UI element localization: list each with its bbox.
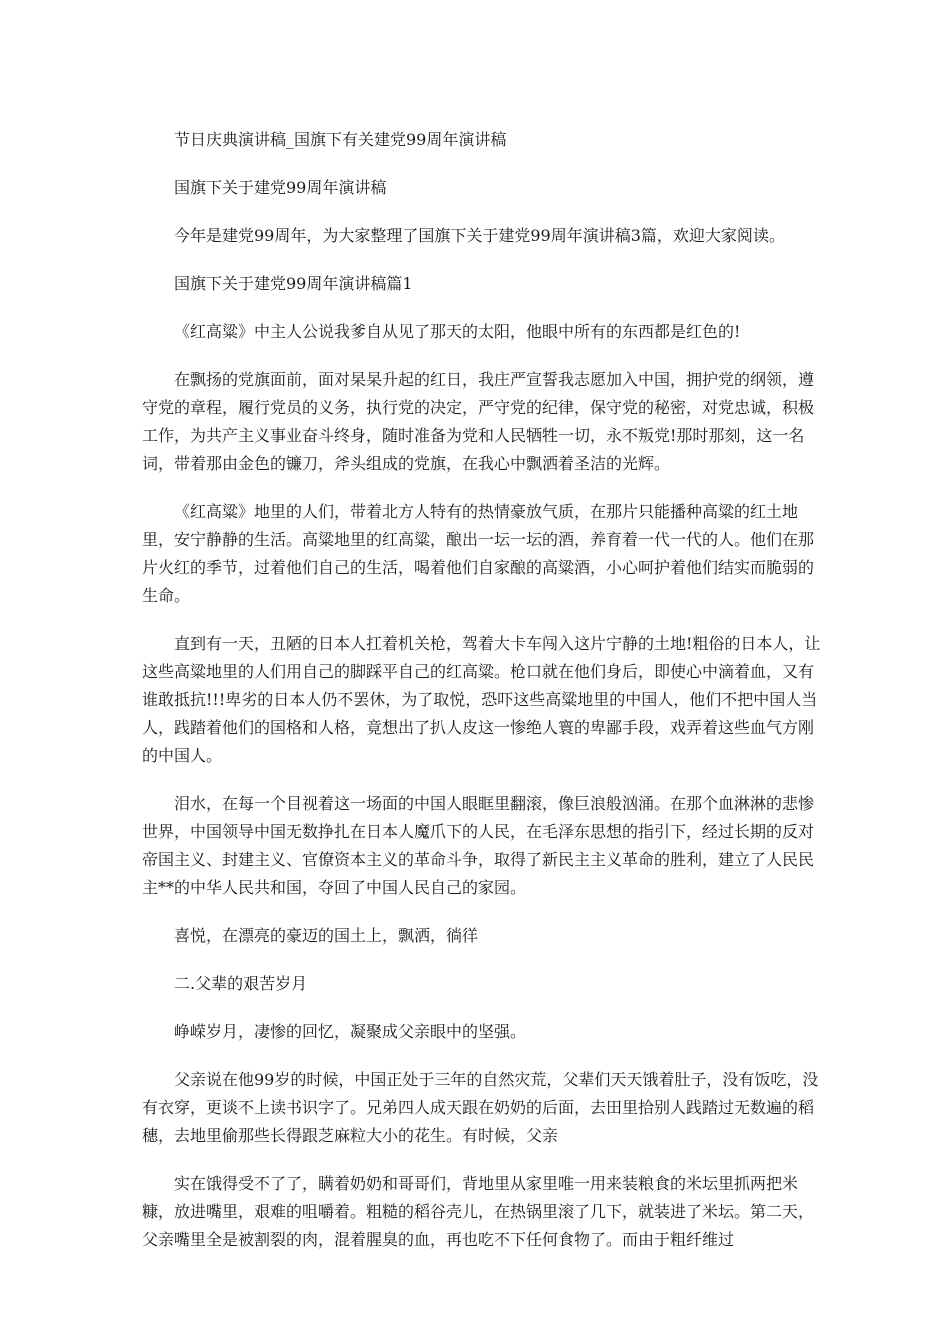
document-body xyxy=(142,126,822,1274)
section-heading: 国旗下关于建党99周年演讲稿篇1 xyxy=(174,274,413,293)
body-paragraph: 实在饿得受不了了，瞒着奶奶和哥哥们，背地里从家里唯一用来装粮食的米坛里抓两把米糠，放进嘴里，艰难的咀嚼着。粗糙的稻谷壳儿，在热锅里滚了几下，就装进了米坛。第二天，父亲嘴里全是被割裂的肉，混着腥臭的血，再也吃不下任何食物了。而由于粗纤维过 xyxy=(142,1174,815,1249)
intro-paragraph: 今年是建党99周年，为大家整理了国旗下关于建党99周年演讲稿3篇，欢迎大家阅读。 xyxy=(174,226,785,245)
body-paragraph: 《红高粱》地里的人们，带着北方人特有的热情豪放气质，在那片只能播种高粱的红土地里，安宁静静的生活。高粱地里的红高粱，酿出一坛一坛的酒，养育着一代一代的人。他们在那片火红的季节，过着他们自己的生活，喝着他们自家酿的高粱酒，小心呵护着他们结实而脆弱的生命。 xyxy=(142,502,815,605)
subsection-heading: 二.父辈的艰苦岁月 xyxy=(174,974,308,993)
body-paragraph: 《红高粱》中主人公说我爹自从见了那天的太阳，他眼中所有的东西都是红色的! xyxy=(174,322,741,341)
body-paragraph: 泪水，在每一个目视着这一场面的中国人眼眶里翻滚，像巨浪般汹涌。在那个血淋淋的悲惨世界，中国领导中国无数挣扎在日本人魔爪下的人民，在毛泽东思想的指引下，经过长期的反对帝国主义、封建主义、官僚资本主义的革命斗争，取得了新民主主义革命的胜利，建立了人民民主**的中华人民共和国，夺回了中国人民自己的家园。 xyxy=(142,794,815,897)
body-paragraph: 在飘扬的党旗面前，面对杲杲升起的红日，我庄严宣誓我志愿加入中国，拥护党的纲领，遵守党的章程，履行党员的义务，执行党的决定，严守党的纪律，保守党的秘密，对党忠诚，积极工作，为共产主义事业奋斗终身，随时准备为党和人民牺牲一切，永不叛党!那时那刻，这一名词，带着那由金色的镰刀，斧头组成的党旗，在我心中飘洒着圣洁的光辉。 xyxy=(142,370,815,473)
body-paragraph: 直到有一天，丑陋的日本人扛着机关枪，驾着大卡车闯入这片宁静的土地!粗俗的日本人，让这些高粱地里的人们用自己的脚踩平自己的红高粱。枪口就在他们身后，即使心中滴着血，又有谁敢抵抗!!!卑劣的日本人仍不罢休，为了取悦，恐吓这些高粱地里的中国人，他们不把中国人当人，践踏着他们的国格和人格，竟想出了扒人皮这一惨绝人寰的卑鄙手段，戏弄着这些血气方刚的中国人。 xyxy=(142,634,821,765)
body-paragraph: 峥嵘岁月，凄惨的回忆，凝聚成父亲眼中的坚强。 xyxy=(174,1022,527,1041)
body-paragraph: 父亲说在他99岁的时候，中国正处于三年的自然灾荒，父辈们天天饿着肚子，没有饭吃，没有衣穿，更谈不上读书识字了。兄弟四人成天跟在奶奶的后面，去田里拾别人践踏过无数遍的稻穗，去地里偷那些长得跟芝麻粒大小的花生。有时候，父亲 xyxy=(142,1070,819,1145)
speech-title: 国旗下关于建党99周年演讲稿 xyxy=(174,178,387,197)
body-paragraph: 喜悦，在漂亮的豪迈的国土上，飘洒，徜徉 xyxy=(174,926,479,945)
document-title: 节日庆典演讲稿_国旗下有关建党99周年演讲稿 xyxy=(174,130,507,149)
